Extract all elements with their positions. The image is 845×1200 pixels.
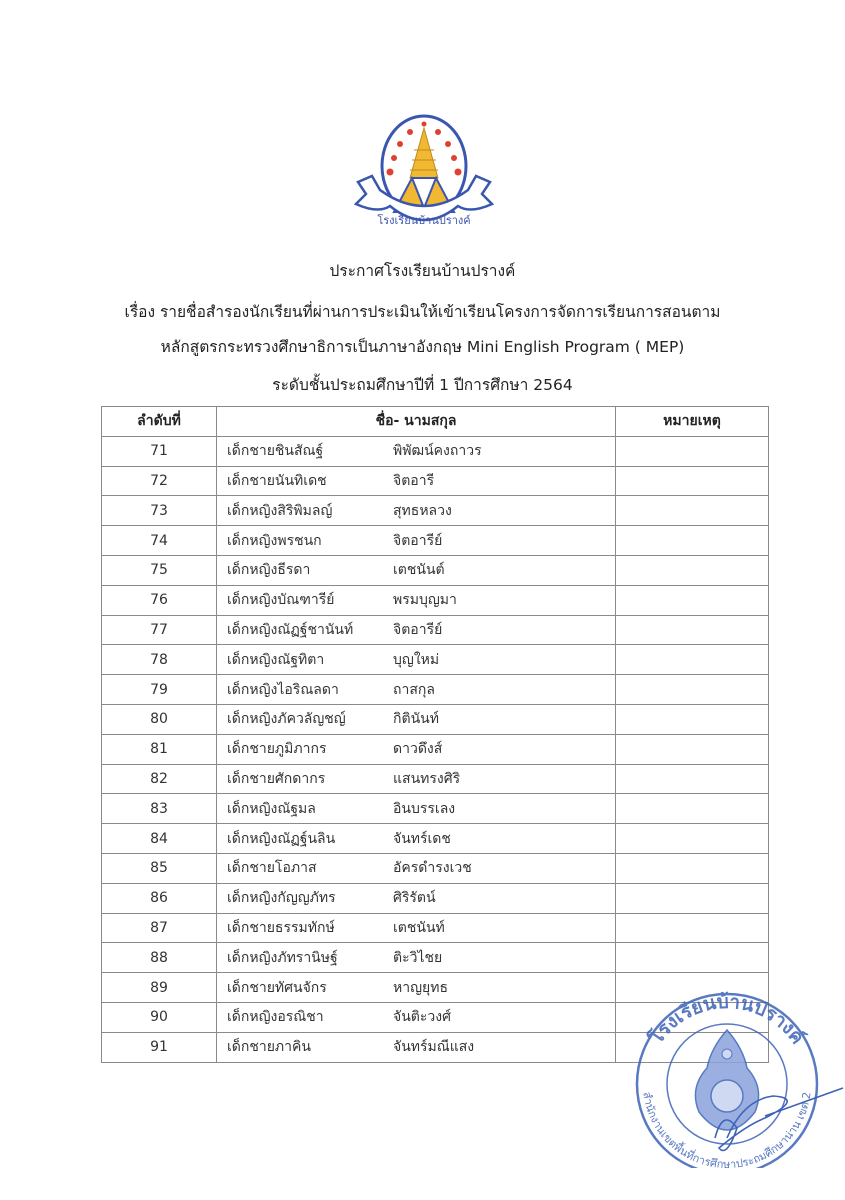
student-surname: อินบรรเลง	[393, 800, 456, 817]
student-surname: จันทร์เดช	[393, 830, 451, 847]
student-surname: เตชนันต์	[393, 562, 445, 579]
note-cell	[616, 764, 769, 794]
student-name-cell	[217, 466, 616, 496]
row-number: 86	[102, 883, 217, 913]
student-name-cell	[217, 436, 616, 466]
stamp-top-text: โรงเรียนบ้านปรางค์	[645, 990, 809, 1049]
subject-line-2: หลักสูตรกระทรวงศึกษาธิการเป็นภาษาอังกฤษ Mini English Program ( MEP)	[160, 338, 685, 356]
student-first-name: เด็กหญิงสิริพิมลญ์	[227, 502, 333, 519]
note-cell	[616, 943, 769, 973]
student-first-name: เด็กหญิงภัทรานิษฐ์	[227, 949, 338, 966]
note-cell	[616, 436, 769, 466]
student-name-cell	[217, 496, 616, 526]
note-cell	[616, 585, 769, 615]
student-first-name: เด็กหญิงกัญญภัทร	[227, 890, 336, 907]
student-first-name: เด็กหญิงไอริณลดา	[227, 681, 339, 698]
row-number: 79	[102, 675, 217, 705]
school-emblem-icon	[356, 116, 492, 220]
note-cell	[616, 555, 769, 585]
table-row	[102, 734, 769, 764]
student-name-cell	[217, 794, 616, 824]
note-cell	[616, 615, 769, 645]
row-number: 75	[102, 555, 217, 585]
student-surname: หาญยุทธ	[393, 979, 448, 996]
student-name-cell	[217, 1032, 616, 1062]
student-name-cell	[217, 645, 616, 675]
student-surname: ติะวิไชย	[393, 949, 443, 966]
row-number: 81	[102, 734, 217, 764]
note-cell	[616, 645, 769, 675]
student-surname: บุญใหม่	[393, 651, 440, 668]
table-row	[102, 943, 769, 973]
table-row	[102, 645, 769, 675]
student-first-name: เด็กชายภูมิภากร	[227, 741, 327, 758]
student-first-name: เด็กหญิงณัฐทิตา	[227, 651, 325, 668]
student-name-cell	[217, 824, 616, 854]
table-row	[102, 675, 769, 705]
table-row	[102, 883, 769, 913]
row-number: 78	[102, 645, 217, 675]
table-header-row	[102, 407, 769, 437]
student-surname: สุทธหลวง	[393, 502, 452, 519]
student-first-name: เด็กชายทัศนจักร	[227, 979, 327, 996]
student-first-name: เด็กหญิงภัควลัญชญ์	[227, 711, 346, 728]
note-cell	[616, 466, 769, 496]
student-surname: จิตอารีย์	[393, 621, 443, 638]
row-number: 80	[102, 704, 217, 734]
table-row	[102, 764, 769, 794]
stamp-bottom-text: สำนักงานเขตพื้นที่การศึกษาประถมศึกษาน่าน เขต 2	[640, 1090, 814, 1168]
row-number: 89	[102, 973, 217, 1003]
student-first-name: เด็กหญิงณัฏฐ์นลิน	[227, 830, 336, 847]
row-number: 77	[102, 615, 217, 645]
student-first-name: เด็กชายภาคิน	[227, 1039, 311, 1056]
student-first-name: เด็กชายธรรมทักษ์	[227, 919, 335, 936]
subject-line-1: เรื่อง รายชื่อสำรองนักเรียนที่ผ่านการประเมินให้เข้าเรียนโครงการจัดการเรียนการสอนตาม	[124, 303, 721, 321]
table-row	[102, 585, 769, 615]
student-surname: เตชนันท์	[393, 919, 445, 936]
student-surname: พิพัฒน์คงถาวร	[393, 443, 482, 460]
note-cell	[616, 853, 769, 883]
row-number: 84	[102, 824, 217, 854]
student-name-cell	[217, 943, 616, 973]
row-number: 90	[102, 1002, 217, 1032]
table-row	[102, 615, 769, 645]
school-logo	[350, 110, 498, 236]
row-number: 91	[102, 1032, 217, 1062]
note-cell	[616, 883, 769, 913]
student-name-cell	[217, 615, 616, 645]
table-row	[102, 466, 769, 496]
table-row	[102, 853, 769, 883]
table-row	[102, 526, 769, 556]
student-surname: อัครดำรงเวช	[393, 860, 472, 877]
row-number: 85	[102, 853, 217, 883]
row-number: 73	[102, 496, 217, 526]
note-cell	[616, 675, 769, 705]
row-number: 74	[102, 526, 217, 556]
student-surname: จันทร์มณีแสง	[393, 1039, 475, 1056]
student-name-cell	[217, 555, 616, 585]
table-row	[102, 436, 769, 466]
student-first-name: เด็กหญิงณัฐมล	[227, 800, 316, 817]
table-row	[102, 555, 769, 585]
table-row	[102, 496, 769, 526]
row-number: 72	[102, 466, 217, 496]
student-first-name: เด็กหญิงณัฏฐ์ชานันท์	[227, 621, 354, 638]
table-row	[102, 794, 769, 824]
row-number: 71	[102, 436, 217, 466]
note-cell	[616, 794, 769, 824]
student-name-cell	[217, 883, 616, 913]
row-number: 82	[102, 764, 217, 794]
student-surname: พรมบุญมา	[393, 592, 457, 609]
student-surname: แสนทรงศิริ	[393, 770, 461, 787]
note-cell	[616, 913, 769, 943]
row-number: 83	[102, 794, 217, 824]
student-name-cell	[217, 764, 616, 794]
student-first-name: เด็กชายนันทิเดช	[227, 472, 327, 489]
note-cell	[616, 824, 769, 854]
student-first-name: เด็กชายโอภาส	[227, 860, 317, 877]
student-surname: ศิริรัตน์	[393, 890, 436, 907]
student-name-cell	[217, 675, 616, 705]
student-surname: จันติะวงศ์	[393, 1009, 451, 1026]
student-name-cell	[217, 913, 616, 943]
student-first-name: เด็กชายชินสัณฐ์	[227, 443, 324, 460]
student-surname: ถาสกุล	[393, 681, 435, 698]
student-name-cell	[217, 585, 616, 615]
student-name-cell	[217, 973, 616, 1003]
student-surname: จิตอารี	[393, 472, 435, 489]
official-stamp	[615, 988, 845, 1168]
column-header-number: ลำดับที่	[102, 407, 217, 437]
subject-line-3: ระดับชั้นประถมศึกษาปีที่ 1 ปีการศึกษา 2564	[272, 376, 573, 394]
student-first-name: เด็กหญิงธีรดา	[227, 562, 311, 579]
student-list-table	[101, 406, 769, 1063]
student-first-name: เด็กชายศักดากร	[227, 770, 326, 787]
column-header-name: ชื่อ- นามสกุล	[217, 407, 616, 437]
student-first-name: เด็กหญิงบัณฑารีย์	[227, 592, 335, 609]
student-first-name: เด็กหญิงพรชนก	[227, 532, 322, 549]
student-name-cell	[217, 734, 616, 764]
row-number: 76	[102, 585, 217, 615]
student-surname: กิตินันท์	[393, 711, 439, 728]
note-cell	[616, 526, 769, 556]
column-header-note: หมายเหตุ	[616, 407, 769, 437]
table-row	[102, 824, 769, 854]
student-surname: ดาวดึงส์	[393, 741, 443, 758]
student-first-name: เด็กหญิงอรณิชา	[227, 1009, 324, 1026]
student-surname: จิตอารีย์	[393, 532, 443, 549]
student-name-cell	[217, 704, 616, 734]
student-name-cell	[217, 853, 616, 883]
note-cell	[616, 734, 769, 764]
table-row	[102, 913, 769, 943]
row-number: 87	[102, 913, 217, 943]
note-cell	[616, 496, 769, 526]
row-number: 88	[102, 943, 217, 973]
note-cell	[616, 704, 769, 734]
announcement-title: ประกาศโรงเรียนบ้านปรางค์	[329, 262, 516, 280]
student-name-cell	[217, 526, 616, 556]
student-name-cell	[217, 1002, 616, 1032]
logo-text: โรงเรียนบ้านปรางค์	[377, 214, 471, 227]
table-row	[102, 704, 769, 734]
